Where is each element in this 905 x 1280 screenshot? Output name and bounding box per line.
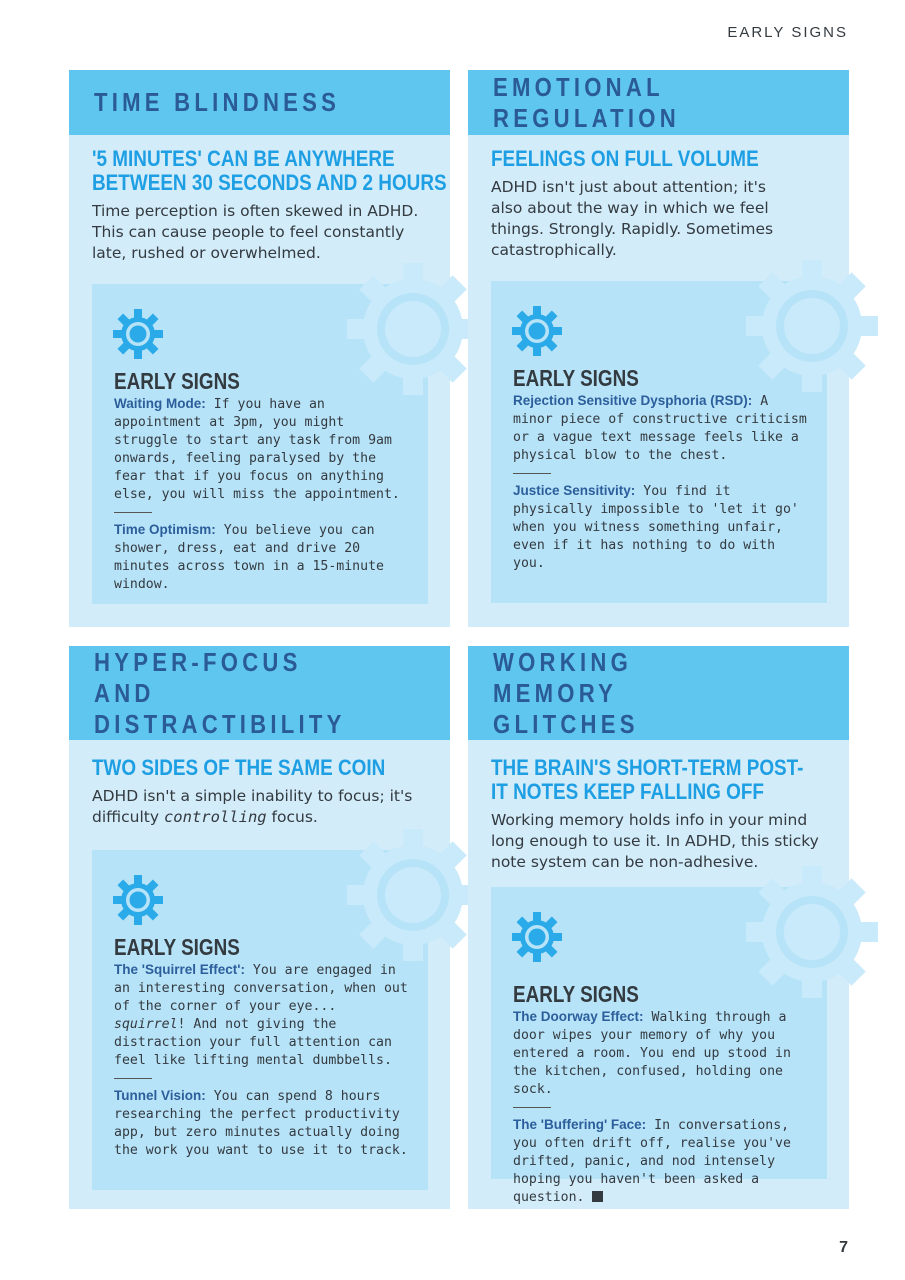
card-header (468, 70, 849, 135)
early-signs-title: EARLY SIGNS (513, 981, 639, 1007)
card-header (69, 70, 450, 135)
intro-emphasis: controlling (163, 808, 267, 826)
page-number: 7 (839, 1239, 848, 1256)
background-gear-icon (737, 857, 887, 1007)
sign-item (114, 395, 408, 504)
card-intro: Working memory holds info in your mind long enough to use it. In ADHD, this sticky note system can be non-adhesive. (491, 811, 819, 871)
sign-label: The Doorway Effect: (513, 1009, 644, 1024)
sign-label: The 'Buffering' Face: (513, 1117, 647, 1132)
sign-item (513, 1008, 807, 1099)
card-title: WORKING MEMORY GLITCHES (493, 646, 639, 739)
sign-label: Rejection Sensitive Dysphoria (RSD): (513, 393, 753, 408)
gear-icon (511, 305, 563, 357)
gear-icon (112, 308, 164, 360)
early-signs-box (491, 887, 827, 1205)
sign-text: If you have an appointment at 3pm, you might struggle to start any task from 9am onwards, feeling paralysed by the fear that if you focus on anything else, you will miss the appointment. (114, 397, 400, 502)
sign-emphasis: squirrel (114, 1017, 178, 1032)
intro-text: focus. (266, 808, 318, 826)
background-gear-icon (737, 251, 887, 401)
sign-text: In conversations, you often drift off, realise you've drifted, panic, and nod intensely hoping you haven't been asked a question. (513, 1118, 791, 1205)
sign-text: Walking through a door wipes your memory of why you entered a room. You end up stood in the kitchen, confused, holding one sock. (513, 1010, 791, 1097)
sign-label: Time Optimism: (114, 522, 216, 537)
card-intro: ADHD isn't just about attention; it's also about the way in which we feel things. Strongly. Rapidly. Sometimes catastrophically. (491, 178, 774, 259)
card-hyper-focus (69, 646, 450, 1209)
gear-icon (112, 874, 164, 926)
card-subtitle: '5 MINUTES' CAN BE ANYWHERE BETWEEN 30 SECONDS AND 2 HOURS (92, 146, 447, 195)
background-gear-icon (338, 820, 488, 970)
divider (513, 1107, 551, 1108)
background-gear-icon (338, 254, 488, 404)
sign-text: A minor piece of constructive criticism or a vague text message feels like a physical blow to the chest. (513, 394, 807, 463)
card-title: HYPER-FOCUS AND DISTRACTIBILITY (94, 646, 346, 739)
card-title: TIME BLINDNESS (94, 87, 341, 117)
sign-text: You find it physically impossible to 'let it go' when you witness something unfair, even if it has nothing to do with you. (513, 484, 799, 571)
sign-item (513, 392, 807, 465)
card-emotional-regulation (468, 70, 849, 627)
sign-text: ! And not giving the distraction your full attention can feel like lifting mental dumbbells. (114, 1017, 392, 1068)
card-intro: Time perception is often skewed in ADHD. This can cause people to feel constantly late, rushed or overwhelmed. (92, 202, 419, 262)
card-time-blindness (69, 70, 450, 627)
sign-text: You can spend 8 hours researching the perfect productivity app, but zero minutes actually doing the work you want to use it to track. (114, 1089, 408, 1158)
card-body (468, 740, 849, 1205)
card-header (468, 646, 849, 740)
sign-item (114, 521, 408, 594)
card-body (69, 135, 450, 604)
sign-label: Justice Sensitivity: (513, 483, 636, 498)
sign-item (513, 1116, 807, 1207)
card-title: EMOTIONAL REGULATION (493, 71, 680, 133)
sign-label: Tunnel Vision: (114, 1088, 206, 1103)
running-head: EARLY SIGNS (727, 24, 848, 41)
divider (114, 512, 152, 513)
card-subtitle: THE BRAIN'S SHORT-TERM POST-IT NOTES KEEP FALLING OFF (491, 755, 804, 804)
sign-label: The 'Squirrel Effect': (114, 962, 245, 977)
early-signs-title: EARLY SIGNS (513, 365, 639, 391)
sign-item (114, 961, 408, 1070)
early-signs-box (491, 281, 827, 603)
divider (513, 473, 551, 474)
card-subtitle: FEELINGS ON FULL VOLUME (491, 146, 759, 171)
early-signs-title: EARLY SIGNS (114, 934, 240, 960)
card-body (468, 135, 849, 603)
early-signs-box (92, 284, 428, 604)
sign-item (513, 482, 807, 573)
end-mark-icon (592, 1191, 603, 1202)
sign-label: Waiting Mode: (114, 396, 206, 411)
card-header (69, 646, 450, 740)
gear-icon (511, 911, 563, 963)
divider (114, 1078, 152, 1079)
intro-text: ADHD isn't a simple inability to focus; it's difficulty (92, 787, 413, 826)
early-signs-title: EARLY SIGNS (114, 368, 240, 394)
card-working-memory (468, 646, 849, 1209)
early-signs-box (92, 850, 428, 1190)
sign-item (114, 1087, 408, 1160)
sign-text: You believe you can shower, dress, eat and drive 20 minutes across town in a 15-minute window. (114, 523, 384, 592)
sign-text: You are engaged in an interesting conversation, when out of the corner of your eye... (114, 963, 408, 1014)
card-body (69, 740, 450, 1190)
card-subtitle: TWO SIDES OF THE SAME COIN (92, 755, 386, 780)
